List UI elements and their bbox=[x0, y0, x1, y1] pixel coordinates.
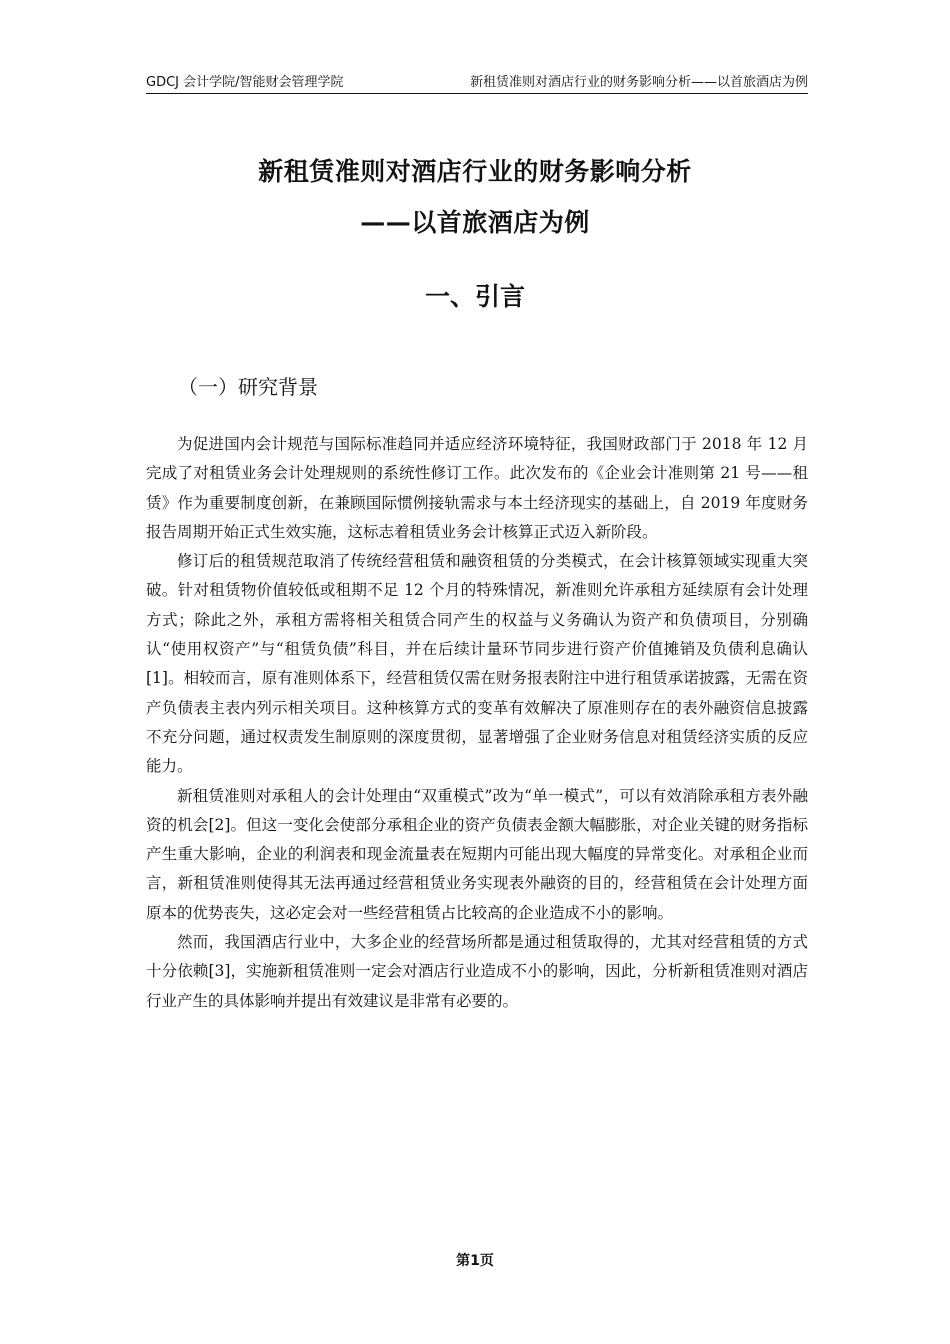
paragraph: 新租赁准则对承租人的会计处理由“双重模式”改为“单一模式”，可以有效消除承租方表外融资的机会[2]。但这一变化会使部分承租企业的资产负债表金额大幅膨胀，对企业关键的财务指标产生重大影响，企业的利润表和现金流量表在短期内可能出现大幅度的异常变化。对承租企业而言，新租赁准则使得其无法再通过经营租赁业务实现表外融资的目的，经营租赁在会计处理方面原本的优势丧失，这必定会对一些经营租赁占比较高的企业造成不小的影响。 bbox=[146, 786, 808, 922]
paragraph: 然而，我国酒店行业中，大多企业的经营场所都是通过租赁取得的，尤其对经营租赁的方式十分依赖[3]，实施新租赁准则一定会对酒店行业造成不小的影响，因此，分析新租赁准则对酒店行业产生的具体影响并提出有效建议是非常有必要的。 bbox=[146, 933, 808, 1010]
header-right-text: 新租赁准则对酒店行业的财务影响分析——以首旅酒店为例 bbox=[469, 75, 808, 90]
page-number: 第1页 bbox=[456, 1253, 494, 1269]
document-title: 新租赁准则对酒店行业的财务影响分析 bbox=[258, 157, 692, 186]
page-header bbox=[146, 66, 808, 94]
header-left-text: GDCJ 会计学院/智能财会管理学院 bbox=[146, 75, 344, 90]
body-text bbox=[146, 430, 808, 1016]
section-heading: 一、引言 bbox=[424, 282, 525, 311]
paragraph: 修订后的租赁规范取消了传统经营租赁和融资租赁的分类模式，在会计核算领域实现重大突破。针对租赁物价值较低或租期不足 12 个月的特殊情况，新准则允许承租方延续原有会计处理方式；除此之外，承租方需将相关租赁合同产生的权益与义务确认为资产和负债项目，分别确认“使用权资产”与“租赁负债”科目，并在后续计量环节同步进行资产价值摊销及负债利息确认[1]。相较而言，原有准则体系下，经营租赁仅需在财务报表附注中进行租赁承诺披露，无需在资产负债表主表内列示相关项目。这种核算方式的变革有效解决了原准则存在的表外融资信息披露不充分问题，通过权责发生制原则的深度贯彻，显著增强了企业财务信息对租赁经济实质的反应能力。 bbox=[146, 552, 808, 776]
paragraph: 为促进国内会计规范与国际标准趋同并适应经济环境特征，我国财政部门于 2018 年 12 月完成了对租赁业务会计处理规则的系统性修订工作。此次发布的《企业会计准则第 21 号——租赁》作为重要制度创新，在兼顾国际惯例接轨需求与本土经济现实的基础上，自 2019 年度财务报告周期开始正式生效实施，这标志着租赁业务会计核算正式迈入新阶段。 bbox=[146, 435, 808, 541]
subsection-heading: （一）研究背景 bbox=[178, 375, 318, 399]
header-divider bbox=[146, 93, 808, 94]
document-subtitle: ——以首旅酒店为例 bbox=[360, 208, 590, 237]
